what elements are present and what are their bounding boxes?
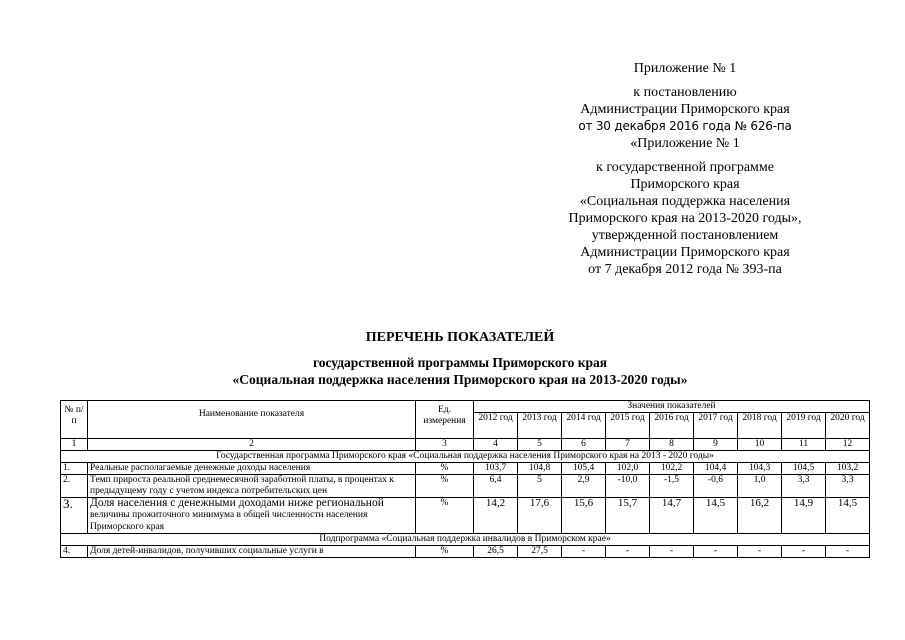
table-row: [61, 475, 870, 498]
row-value: 102,2: [650, 463, 694, 475]
title-line-3: «Социальная поддержка населения Приморского края на 2013-2020 годы»: [232, 372, 688, 387]
table-row: [61, 546, 870, 558]
section-row-subprogram: [61, 534, 870, 546]
appendix-line handwritten-date: от 30 декабря 2016 года № 626-па: [578, 119, 792, 133]
header-unit: Ед. измерения: [416, 401, 474, 439]
indicators-table: [60, 400, 870, 558]
row-value: 1,0: [738, 475, 782, 498]
row-value: 17,6: [518, 498, 562, 534]
row-value: 104,8: [518, 463, 562, 475]
row-value: 14,5: [694, 498, 738, 534]
row-value: 16,2: [738, 498, 782, 534]
row-value: -: [694, 546, 738, 558]
table-row: [61, 498, 870, 534]
document-title: [180, 330, 740, 388]
section-title: Подпрограмма «Социальная поддержка инвалидов в Приморском крае»: [61, 534, 870, 546]
col-number: 9: [694, 439, 738, 451]
appendix-line: Приморского края на 2013-2020 годы»,: [568, 211, 802, 226]
row-value: 27,5: [518, 546, 562, 558]
appendix-block: [560, 60, 810, 278]
col-number: 1: [61, 439, 88, 451]
row-value: 104,4: [694, 463, 738, 475]
row-name: Темп прироста реальной среднемесячной заработной платы, в процентах к предыдущему году с учетом индекса потребительских цен: [88, 475, 416, 498]
col-number: 6: [562, 439, 606, 451]
row-value: -: [606, 546, 650, 558]
row-value: -10,0: [606, 475, 650, 498]
appendix-line: к постановлению: [633, 85, 737, 100]
row-index: 3.: [61, 498, 88, 534]
row-value: 3,3: [782, 475, 826, 498]
row-value: 15,7: [606, 498, 650, 534]
row-value: 104,3: [738, 463, 782, 475]
row-name: [88, 498, 416, 534]
row-value: 5: [518, 475, 562, 498]
header-year: 2016 год: [650, 413, 694, 439]
header-name: Наименование показателя: [88, 401, 416, 439]
row-value: -0,6: [694, 475, 738, 498]
row-value: 14,2: [474, 498, 518, 534]
row-index: 1.: [61, 463, 88, 475]
row-unit: %: [416, 463, 474, 475]
row-value: -: [562, 546, 606, 558]
header-year: 2013 год: [518, 413, 562, 439]
appendix-line: Администрации Приморского края: [580, 102, 790, 117]
appendix-line: «Приложение № 1: [630, 136, 740, 151]
column-number-row: [61, 439, 870, 451]
row-value: 3,3: [826, 475, 870, 498]
section-row-program: [61, 451, 870, 463]
row-value: 15,6: [562, 498, 606, 534]
appendix-line: Администрации Приморского края: [580, 245, 790, 260]
header-year: 2015 год: [606, 413, 650, 439]
row-value: -: [738, 546, 782, 558]
appendix-line: Приморского края: [630, 177, 740, 192]
col-number: 7: [606, 439, 650, 451]
row-value: 104,5: [782, 463, 826, 475]
table-row: [61, 463, 870, 475]
row-value: 26,5: [474, 546, 518, 558]
appendix-line: «Социальная поддержка населения: [579, 194, 791, 209]
header-year: 2012 год: [474, 413, 518, 439]
row-value: 105,4: [562, 463, 606, 475]
row-value: -: [782, 546, 826, 558]
row-value: 6,4: [474, 475, 518, 498]
row-value: 103,7: [474, 463, 518, 475]
row-value: -: [650, 546, 694, 558]
row-value: -: [826, 546, 870, 558]
row-value: 14,5: [826, 498, 870, 534]
col-number: 5: [518, 439, 562, 451]
row-index: 4.: [61, 546, 88, 558]
col-number: 3: [416, 439, 474, 451]
header-values-group: Значения показателей: [474, 401, 870, 413]
header-year: 2019 год: [782, 413, 826, 439]
row-value: 102,0: [606, 463, 650, 475]
appendix-line: Приложение № 1: [633, 61, 737, 76]
row-name-rest: величины прожиточного минимума в общей численности населения Приморского края: [90, 510, 368, 532]
appendix-line: от 7 декабря 2012 года № 393-па: [588, 262, 782, 277]
row-value: 2,9: [562, 475, 606, 498]
col-number: 12: [826, 439, 870, 451]
row-name: Реальные располагаемые денежные доходы населения: [88, 463, 416, 475]
header-num: № п/п: [61, 401, 88, 439]
col-number: 10: [738, 439, 782, 451]
header-year: 2018 год: [738, 413, 782, 439]
header-year: 2017 год: [694, 413, 738, 439]
row-name-lead: Доля населения с денежными доходами ниже региональной: [90, 497, 384, 509]
title-line-1: ПЕРЕЧЕНЬ ПОКАЗАТЕЛЕЙ: [365, 330, 555, 345]
appendix-line: к государственной программе: [596, 160, 774, 175]
row-value: -1,5: [650, 475, 694, 498]
row-value: 103,2: [826, 463, 870, 475]
row-value: 14,7: [650, 498, 694, 534]
title-line-2: государственной программы Приморского края: [312, 355, 608, 370]
header-year: 2014 год: [562, 413, 606, 439]
row-unit: %: [416, 546, 474, 558]
col-number: 4: [474, 439, 518, 451]
row-index: 2.: [61, 475, 88, 498]
row-unit: %: [416, 475, 474, 498]
col-number: 2: [88, 439, 416, 451]
header-year: 2020 год: [826, 413, 870, 439]
col-number: 8: [650, 439, 694, 451]
row-value: 14,9: [782, 498, 826, 534]
appendix-line: утвержденной постановлением: [591, 228, 779, 243]
section-title: Государственная программа Приморского края «Социальная поддержка населения Приморского края на 2013 - 2020 годы»: [61, 451, 870, 463]
col-number: 11: [782, 439, 826, 451]
row-unit: %: [416, 498, 474, 534]
row-name: Доля детей-инвалидов, получивших социальные услуги в: [88, 546, 416, 558]
